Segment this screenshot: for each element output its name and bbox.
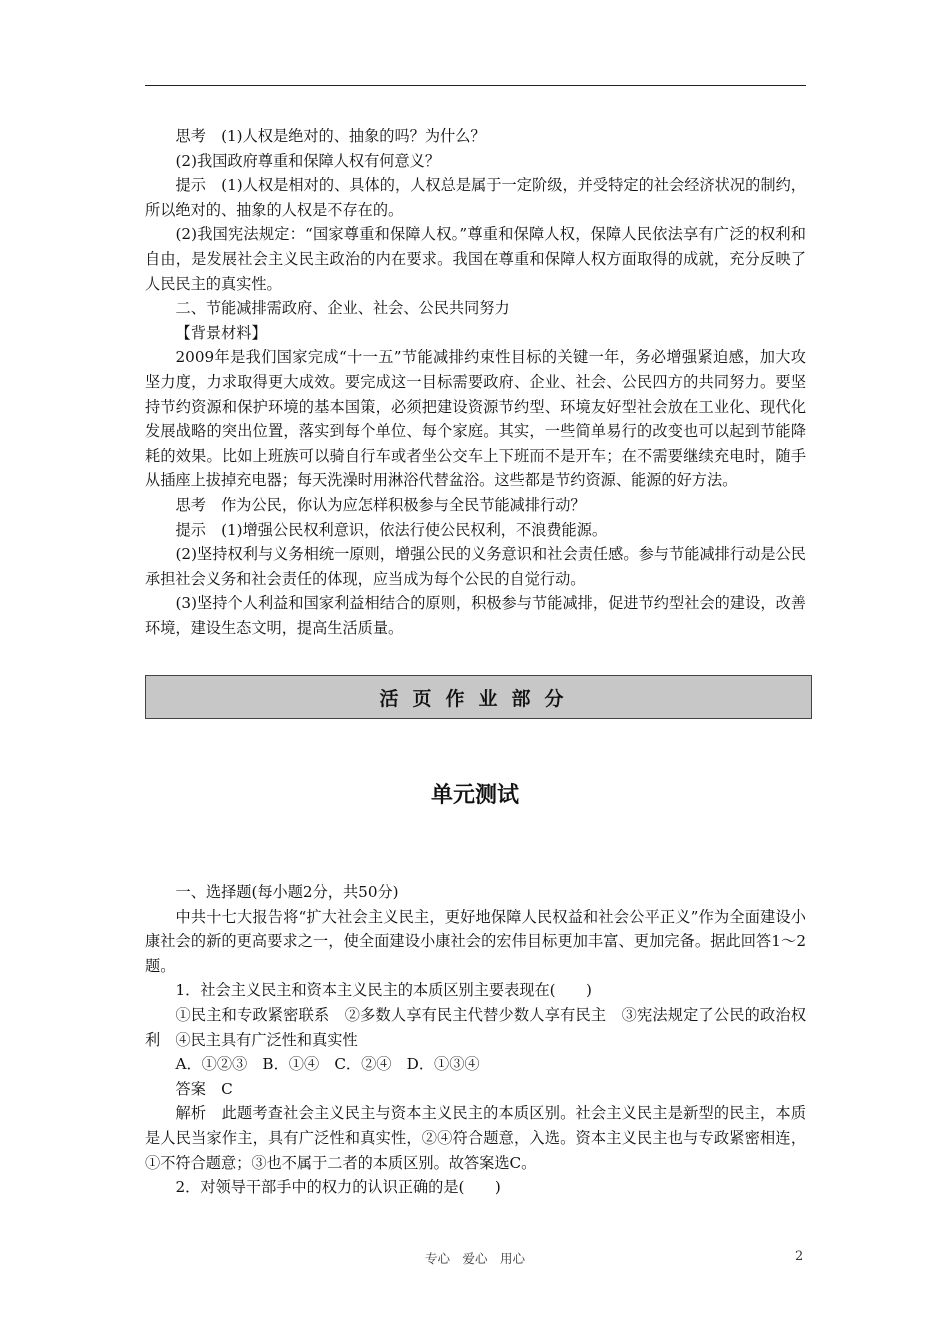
question-1-answer: 答案 C <box>175 1079 233 1098</box>
think-question-3: 思考 作为公民，你认为应怎样积极参与全民节能减排行动？ <box>175 495 586 514</box>
question-1-options: A．①②③ B．①④ C．②④ D．①③④ <box>175 1055 480 1074</box>
question-1-statements: ①民主和专政紧密联系 ②多数人享有民主代替少数人享有民主 ③宪法规定了公民的政治权利 ④民主具有广泛性和真实性 <box>145 1005 806 1049</box>
header-rule <box>145 85 806 86</box>
top-section <box>145 124 806 640</box>
worksheet-banner: 活页作业部分 <box>145 675 812 719</box>
unit-test-title: 单元测试 <box>430 783 519 808</box>
question-1-analysis: 解析 此题考查社会主义民主与资本主义民主的本质区别。社会主义民主是新型的民主，本质是人民当家作主，具有广泛性和真实性，②④符合题意，入选。资本主义民主也与专政紧密相连，①不符合题意；③也不属于二者的本质区别。故答案选C。 <box>145 1104 806 1172</box>
hint-1: 提示 (1)人权是相对的、具体的，人权总是属于一定阶级，并受特定的社会经济状况的制约，所以绝对的、抽象的人权是不存在的。 <box>145 176 806 219</box>
question-stem: 中共十七大报告将“扩大社会主义民主，更好地保障人民权益和社会公平正义”作为全面建设小康社会的新的更高要求之一，使全面建设小康社会的宏伟目标更加丰富、更加完备。据此回答1～2题。 <box>145 907 806 975</box>
hint-3-2: (2)坚持权利与义务相统一原则，增强公民的义务意识和社会责任感。参与节能减排行动是公民承担社会义务和社会责任的体现，应当成为每个公民的自觉行动。 <box>145 545 806 588</box>
question-1: 1．社会主义民主和资本主义民主的本质区别主要表现在( ) <box>175 981 592 1000</box>
think-question-1: 思考 (1)人权是绝对的、抽象的吗？为什么？ <box>175 127 486 145</box>
page-footer: 专心 爱心 用心 <box>424 1251 525 1266</box>
background-material-text: 2009年是我们国家完成“十一五”节能减排约束性目标的关键一年，务必增强紧迫感，加大攻坚力度，力求取得更大成效。要完成这一目标需要政府、企业、社会、公民四方的共同努力。要坚持节约资源和保护环境的基本国策，必须把建设资源节约型、环境友好型社会放在工业化、现代化发展战略的突出位置，落实到每个单位、每个家庭。其实，一些简单易行的改变也可以起到节能降耗的效果。比如上班族可以骑自行车或者坐公交车上下班而不是开车；在不需要继续充电时，随手从插座上拔掉充电器；每天洗澡时用淋浴代替盆浴。这些都是节约资源、能源的好方法。 <box>145 348 806 490</box>
hint-3-1: 提示 (1)增强公民权利意识，依法行使公民权利，不浪费能源。 <box>175 520 608 539</box>
choice-section-heading: 一、选择题(每小题2分，共50分) <box>175 883 399 901</box>
hint-2: (2)我国宪法规定：“国家尊重和保障人权。”尊重和保障人权，保障人民依法享有广泛的权利和自由，是发展社会主义民主政治的内在要求。我国在尊重和保障人权方面取得的成就，充分反映了人民民主的真实性。 <box>145 225 806 293</box>
page-number: 2 <box>795 1249 804 1264</box>
section-heading-energy: 二、节能减排需政府、企业、社会、公民共同努力 <box>175 299 510 318</box>
hint-3-3: (3)坚持个人利益和国家利益相结合的原则，积极参与节能减排，促进节约型社会的建设，改善环境，建设生态文明，提高生活质量。 <box>145 594 806 637</box>
question-2: 2．对领导干部手中的权力的认识正确的是( ) <box>175 1178 501 1197</box>
think-question-2: (2)我国政府尊重和保障人权有何意义？ <box>175 151 441 170</box>
background-material-label: 【背景材料】 <box>175 323 267 342</box>
test-section <box>145 880 806 1200</box>
